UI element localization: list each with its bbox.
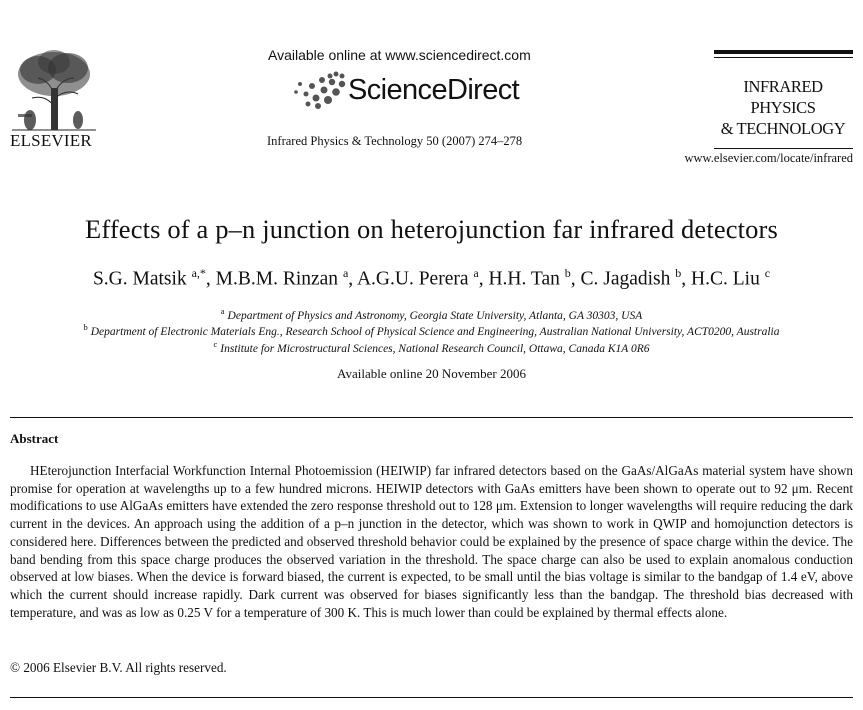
abstract-paragraph: HEterojunction Interfacial Workfunction Internal Photoemission (HEIWIP) far infrared detectors based on the GaAs/AlGaAs material system have shown promise for operation at wavelengths up to a few hundred microns. HEIWIP detectors with GaAs emitters have been shown to operate out to 92 μm. Recent modifications to use AlGaAs emitters have extended the zero response threshold out to 128 μm. Extension to longer wavelengths will require reducing the dark current in the devices. An approach using the addition of a p–n junction in the detector, which was shown to work in QWIP and homojunction detectors is considered here. Differences between the predicted and observed threshold behavior could be explained by the presence of space charge within the device. The band bending from this space charge produces the observed variation in the threshold. The space charge can also be used to explain anomalous conduction observed at low biases. When the device is forward biased, the current is expected, to be small until the bias voltage is similar to the bandgap of 1.4 eV, above which the current should increase rapidly. Dark current was observed for biases significantly less than the bandgap. The threshold bias decreased with temperature, and was as low as 0.25 V for a temperature of 300 K. This is much lower than could be explained by thermal effects alone. (10, 463, 853, 620)
abstract-heading: Abstract (10, 431, 59, 446)
author-name[interactable]: S.G. Matsik (92, 268, 187, 290)
author-separator: , (205, 268, 216, 290)
paper-title: Effects of a p–n junction on heterojunction far infrared detectors (85, 214, 778, 244)
author-name[interactable]: H.C. Liu (691, 268, 760, 290)
available-online-text[interactable]: Available online at www.sciencedirect.com (268, 47, 531, 63)
affiliation-key: b (83, 322, 88, 332)
abstract-body (10, 462, 853, 621)
author-affiliation-marker[interactable]: b (675, 266, 682, 280)
affiliation-text: Department of Physics and Astronomy, Georgia State University, Atlanta, GA 30303, USA (227, 309, 643, 322)
author-separator: , (681, 268, 692, 290)
sciencedirect-dots-icon (292, 70, 350, 110)
copyright-notice: © 2006 Elsevier B.V. All rights reserved. (10, 660, 227, 675)
author-name[interactable]: M.B.M. Rinzan (215, 268, 339, 290)
author-affiliation-marker[interactable]: a (342, 266, 349, 280)
online-date: Available online 20 November 2006 (337, 366, 526, 381)
author-name[interactable]: A.G.U. Perera (356, 268, 469, 290)
author-separator: , (348, 268, 357, 290)
affiliation-c (0, 339, 863, 355)
affiliation-key: a (220, 306, 225, 316)
affiliation-b (0, 322, 863, 338)
author-name[interactable]: H.H. Tan (488, 268, 560, 290)
author-affiliation-marker[interactable]: a,* (191, 266, 206, 280)
affiliation-text: Institute for Microstructural Sciences, National Research Council, Ottawa, Canada K1A 0R6 (220, 342, 650, 355)
section-divider (10, 417, 853, 418)
journal-rule-bottom (714, 148, 853, 149)
author-affiliation-marker[interactable]: c (764, 266, 771, 280)
journal-rule-thick (714, 50, 853, 54)
author-affiliation-marker[interactable]: b (564, 266, 571, 280)
journal-title-line1: INFRARED PHYSICS (743, 77, 823, 117)
author-name[interactable]: C. Jagadish (580, 268, 671, 290)
affiliation-text: Department of Electronic Materials Eng., Research School of Physical Science and Engineering, Australian National University, ACT0200, Australia (90, 325, 780, 338)
journal-url-link[interactable]: www.elsevier.com/locate/infrared (684, 151, 853, 165)
affiliation-key: c (213, 339, 218, 349)
elsevier-tree-logo (8, 48, 100, 132)
journal-rule-thin (714, 57, 853, 58)
journal-citation: Infrared Physics & Technology 50 (2007) 274–278 (267, 134, 523, 148)
author-separator: , (478, 268, 489, 290)
sciencedirect-wordmark[interactable]: ScienceDirect (348, 74, 520, 106)
affiliation-a (0, 306, 863, 322)
journal-title-line2: & TECHNOLOGY (720, 119, 846, 138)
author-affiliation-marker[interactable]: a (473, 266, 479, 280)
publisher-name: ELSEVIER (10, 131, 92, 150)
author-list (0, 266, 863, 291)
journal-title (712, 76, 854, 139)
section-divider (10, 697, 853, 698)
author-separator: , (570, 268, 581, 290)
